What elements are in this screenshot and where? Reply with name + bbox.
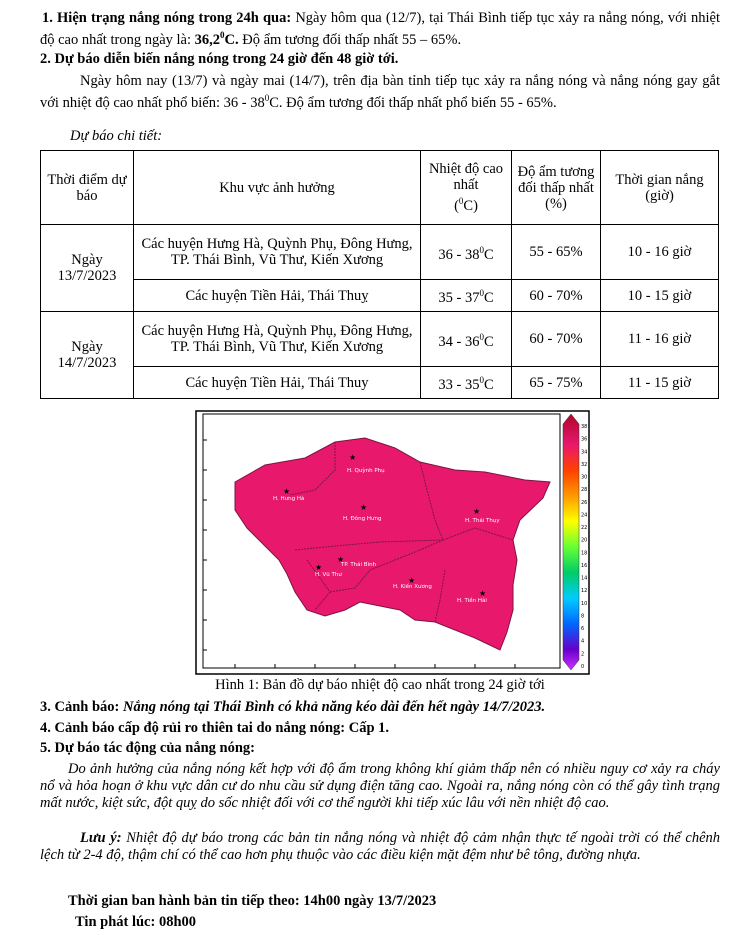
hours-cell: 10 - 16 giờ bbox=[601, 225, 719, 280]
star-icon: ★ bbox=[360, 503, 368, 512]
colorbar-tick-label: 20 bbox=[581, 537, 588, 544]
header-sun-hours: Thời gian nắng (giờ) bbox=[601, 151, 719, 225]
star-icon: ★ bbox=[315, 563, 323, 572]
section-3-heading: 3. Cảnh báo: bbox=[40, 699, 120, 715]
colorbar-tick-label: 16 bbox=[581, 562, 588, 569]
district-label: H. Tiền Hải bbox=[457, 598, 487, 604]
section-1-text-a: Ngày hôm qua (12/7), tại Thái Bình tiếp tục xảy ra nắng nóng, với nhiệt độ cao nhất trong ngày là: bbox=[40, 10, 721, 48]
table-row bbox=[41, 225, 719, 280]
district-label: H. Hưng Hà bbox=[273, 496, 305, 502]
degree-mark: 0 bbox=[479, 288, 484, 299]
district-label: H. Vũ Thư bbox=[315, 572, 342, 578]
colorbar-tick-label: 26 bbox=[581, 499, 588, 506]
issued-time: Tin phát lúc: 08h00 bbox=[75, 914, 197, 930]
district-label: H. Quỳnh Phụ bbox=[347, 468, 385, 474]
degree-mark: 0 bbox=[479, 244, 484, 255]
temp-suffix: C bbox=[483, 246, 494, 263]
section-1-heading: 1. Hiện trạng nắng nóng trong 24h qua: bbox=[42, 10, 292, 26]
district-label: H. Kiến Xương bbox=[393, 584, 432, 590]
star-icon: ★ bbox=[473, 507, 481, 516]
temp-cell bbox=[421, 225, 512, 280]
section-5-heading: 5. Dự báo tác động của nắng nóng: bbox=[40, 740, 255, 756]
impact-paragraph: Do ảnh hưởng của nắng nóng kết hợp với độ ẩm trong không khí giảm thấp nên có nhiều nguy cơ xảy ra cháy nổ và hỏa hoạn ở khu vực dân cư do nhu cầu sử dụng điện tăng cao. Ngoài ra, nắng nóng còn có thể gây tình trạng mất nước, kiệt sức, đột quỵ do sốc nhiệt đối với cơ thể người khi tiếp xúc lâu với nền nhiệt độ cao. bbox=[40, 761, 720, 811]
hours-cell: 11 - 15 giờ bbox=[601, 367, 719, 399]
section-current-status bbox=[40, 10, 720, 49]
degree-mark: 0 bbox=[220, 30, 225, 40]
degree-mark: 0 bbox=[479, 375, 484, 386]
colorbar-tick-label: 38 bbox=[581, 424, 588, 430]
colorbar-tick-label: 14 bbox=[581, 575, 588, 582]
humidity-cell: 60 - 70% bbox=[512, 280, 601, 312]
forecast-map bbox=[195, 410, 590, 675]
humidity-cell: 60 - 70% bbox=[512, 312, 601, 367]
star-icon: ★ bbox=[337, 555, 345, 564]
table-row bbox=[41, 312, 719, 367]
map-caption: Hình 1: Bản đồ dự báo nhiệt độ cao nhất trong 24 giờ tới bbox=[215, 677, 545, 693]
humidity-cell: 55 - 65% bbox=[512, 225, 601, 280]
temp-cell bbox=[421, 312, 512, 367]
temp-suffix: C bbox=[483, 376, 494, 393]
note-text: Nhiệt độ dự báo trong các bản tin nắng nóng và nhiệt độ cảm nhận thực tế ngoài trời có thể chênh lệch từ 2-4 độ, thậm chí có thể cao hơn phụ thuộc vào các điều kiện mặt đệm như bê tông, đường nhựa. bbox=[40, 830, 721, 863]
temp-cell bbox=[421, 280, 512, 312]
table-row bbox=[41, 280, 719, 312]
temp-suffix: C bbox=[483, 333, 494, 350]
colorbar-tick-label: 32 bbox=[581, 461, 588, 468]
section-2-paragraph bbox=[40, 73, 720, 112]
humidity-cell: 65 - 75% bbox=[512, 367, 601, 399]
colorbar-tick-label: 10 bbox=[581, 600, 588, 607]
temp-value: 33 - 35 bbox=[438, 376, 480, 393]
degree-mark: 0 bbox=[458, 196, 464, 207]
star-icon: ★ bbox=[283, 487, 291, 496]
header-temp bbox=[421, 151, 512, 225]
hours-cell: 11 - 16 giờ bbox=[601, 312, 719, 367]
temp-value: 35 - 37 bbox=[438, 289, 480, 306]
note-label: Lưu ý: bbox=[80, 830, 122, 846]
area-cell: Các huyện Hưng Hà, Quỳnh Phụ, Đông Hưng, TP. Thái Bình, Vũ Thư, Kiến Xương bbox=[134, 312, 421, 367]
degree-mark: 0 bbox=[264, 93, 270, 103]
area-cell: Các huyện Tiền Hải, Thái Thuỵ bbox=[134, 280, 421, 312]
header-humidity: Độ ẩm tương đối thấp nhất (%) bbox=[512, 151, 601, 225]
header-area: Khu vực ảnh hưởng bbox=[134, 151, 421, 225]
colorbar-tick-label: 30 bbox=[581, 474, 588, 481]
temp-value: 34 - 36 bbox=[438, 333, 480, 350]
section-2-text-b: C. Độ ẩm tương đối thấp nhất phổ biến 55 - 65%. bbox=[269, 94, 557, 111]
section-1-text-b: Độ ẩm tương đối thấp nhất 55 – 65%. bbox=[242, 31, 462, 48]
star-icon: ★ bbox=[479, 589, 487, 598]
colorbar bbox=[563, 414, 579, 670]
colorbar-tick-label: 2 bbox=[581, 651, 585, 658]
table-row bbox=[41, 367, 719, 399]
section-2-text-a: Ngày hôm nay (13/7) và ngày mai (14/7), trên địa bàn tỉnh tiếp tục xảy ra nắng nóng và nắng nóng gay gắt với nhiệt độ cao nhất phổ biến: 36 - 38 bbox=[40, 73, 720, 111]
colorbar-tick-label: 0 bbox=[581, 664, 585, 670]
forecast-table bbox=[40, 150, 719, 399]
colorbar-tick-label: 36 bbox=[581, 436, 588, 443]
degree-mark: 0 bbox=[479, 331, 484, 342]
colorbar-tick-label: 22 bbox=[581, 525, 588, 532]
temp-value: 36 - 38 bbox=[438, 246, 480, 263]
section-2-heading: 2. Dự báo diễn biến nắng nóng trong 24 giờ đến 48 giờ tới. bbox=[40, 51, 399, 67]
colorbar-tick-label: 6 bbox=[581, 626, 585, 633]
section-warning bbox=[40, 699, 720, 716]
note-paragraph bbox=[40, 830, 720, 864]
colorbar-tick-label: 28 bbox=[581, 487, 588, 494]
header-temp-unit-close: C) bbox=[463, 197, 478, 214]
district-label: TP. Thái Bình bbox=[341, 562, 377, 568]
colorbar-tick-label: 18 bbox=[581, 550, 588, 557]
temp-cell bbox=[421, 367, 512, 399]
colorbar-tick-label: 4 bbox=[581, 638, 585, 645]
section-4-heading: 4. Cảnh báo cấp độ rủi ro thiên tai do nắng nóng: Cấp 1. bbox=[40, 720, 390, 736]
detail-forecast-label: Dự báo chi tiết: bbox=[70, 128, 163, 144]
max-temp-unit: C. bbox=[224, 31, 239, 48]
header-temp-unit-open: ( bbox=[454, 197, 459, 214]
colorbar-tick-label: 24 bbox=[581, 512, 588, 519]
colorbar-tick-label: 12 bbox=[581, 588, 588, 595]
star-icon: ★ bbox=[349, 453, 357, 462]
max-temp-value: 36,2 bbox=[194, 31, 220, 48]
area-cell: Các huyện Hưng Hà, Quỳnh Phụ, Đông Hưng, TP. Thái Bình, Vũ Thư, Kiến Xương bbox=[134, 225, 421, 280]
section-3-text: Nắng nóng tại Thái Bình có khả năng kéo dài đến hết ngày 14/7/2023. bbox=[123, 699, 546, 715]
star-icon: ★ bbox=[408, 576, 416, 585]
header-temp-label: Nhiệt độ cao nhất bbox=[428, 161, 504, 194]
hours-cell: 10 - 15 giờ bbox=[601, 280, 719, 312]
colorbar-tick-label: 8 bbox=[581, 613, 585, 620]
district-label: H. Thái Thụy bbox=[465, 518, 500, 524]
colorbar-tick-label: 34 bbox=[581, 449, 588, 456]
area-cell: Các huyện Tiền Hải, Thái Thuy bbox=[134, 367, 421, 399]
temp-suffix: C bbox=[483, 289, 494, 306]
date-cell: Ngày 13/7/2023 bbox=[41, 225, 134, 312]
district-label: H. Đông Hưng bbox=[343, 516, 382, 522]
table-header-row bbox=[41, 151, 719, 225]
header-time: Thời điểm dự báo bbox=[41, 151, 134, 225]
date-cell: Ngày 14/7/2023 bbox=[41, 312, 134, 399]
next-issue-time: Thời gian ban hành bản tin tiếp theo: 14h00 ngày 13/7/2023 bbox=[68, 893, 437, 909]
